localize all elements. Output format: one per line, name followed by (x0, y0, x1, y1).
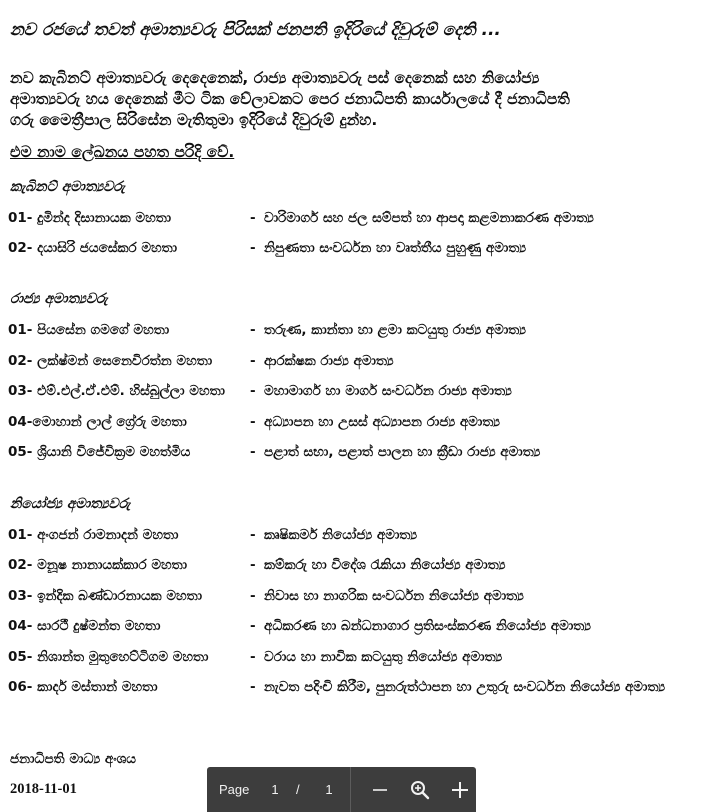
publish-date: 2018-11-01 (10, 781, 77, 797)
minister-name: 02- මනූෂ නානායක්කාර මහතා (8, 557, 188, 573)
minister-portfolio: නැවත පදිංචි කිරීම, පුනරුත්ථාපන හා උතුරු සංවර්ධන නියෝජ්‍ය අමාත්‍ය (264, 679, 666, 695)
separator-dash: - (250, 444, 256, 460)
page-label: Page (219, 782, 250, 797)
minister-name: 05- නිශාන්ත මුතුහෙට්ටිගම මහතා (8, 649, 209, 665)
intro-line: ගරු මෛත්‍රීපාල සිරිසේන මැතිතුමා ඉදිරියේ දිවුරුම් දුන්හ. (10, 111, 378, 129)
source-credit: ජනාධිපති මාධ්‍ය අංශය (10, 751, 137, 767)
minister-portfolio: තරුණ, කාන්තා හා ළමා කටයුතු රාජ්‍ය අමාත්‍ය (264, 322, 526, 338)
list-subheading: එම නාම ලේඛනය පහත පරිදි වේ. (10, 143, 235, 161)
zoom-out-button[interactable] (368, 778, 392, 802)
minister-name: 04-මොහාන් ලාල් ග්‍රේරු මහතා (8, 414, 187, 430)
page-title: නව රජයේ තවත් අමාත්‍යවරු පිරිසක් ජනපති ඉදිරියේ දිවුරුම් දෙති ... (10, 20, 501, 40)
section-title-deputy: නියෝජ්‍ය අමාත්‍යවරු (10, 496, 131, 512)
minister-name: 06- කාදර් මස්තාන් මහතා (8, 679, 158, 695)
minister-name: 05- ශ්‍රියානි විජේවික්‍රම මහත්මිය (8, 444, 191, 460)
fit-zoom-button[interactable] (408, 778, 432, 802)
section-title-state: රාජ්‍ය අමාත්‍යවරු (10, 291, 108, 307)
separator-dash: - (250, 353, 256, 369)
minister-name: 01- පියසේන ගමගේ මහතා (8, 322, 170, 338)
toolbar-divider (350, 767, 351, 812)
minister-portfolio: අධිකරණ හා බන්ධනාගාර ප්‍රතිසංස්කරණ නියෝජ්‍ය අමාත්‍ය (264, 618, 591, 634)
separator-dash: - (250, 649, 256, 665)
minister-portfolio: පළාත් සභා, පළාත් පාලන හා ක්‍රීඩා රාජ්‍ය අමාත්‍ය (264, 444, 541, 460)
minister-portfolio: වරාය හා නාවික කටයුතු නියෝජ්‍ය අමාත්‍ය (264, 649, 503, 665)
minister-name: 02- දයාසිරි ජයසේකර මහතා (8, 240, 178, 256)
intro-paragraph (10, 68, 668, 131)
minister-portfolio: නිවාස හා නාගරික සංවර්ධන නියෝජ්‍ය අමාත්‍ය (264, 588, 524, 604)
separator-dash: - (250, 557, 256, 573)
current-page-number[interactable]: 1 (271, 782, 279, 797)
total-pages: 1 (325, 782, 333, 797)
page-separator: / (296, 782, 300, 797)
zoom-in-button[interactable] (448, 778, 472, 802)
minus-icon (368, 778, 392, 802)
separator-dash: - (250, 210, 256, 226)
minister-portfolio: ආරක්ෂක රාජ්‍ය අමාත්‍ය (264, 353, 394, 369)
minister-portfolio: මහාමාර්ග හා මාර්ග සංවර්ධන රාජ්‍ය අමාත්‍ය (264, 383, 512, 399)
separator-dash: - (250, 240, 256, 256)
minister-portfolio: නිපුණතා සංවර්ධන හා වෘත්තීය පුහුණු අමාත්‍ය (264, 240, 527, 256)
separator-dash: - (250, 588, 256, 604)
separator-dash: - (250, 679, 256, 695)
separator-dash: - (250, 618, 256, 634)
intro-line: නව කැබිනට් අමාත්‍යවරු දෙදෙනෙක්, රාජ්‍ය අමාත්‍යවරු පස් දෙනෙක් සහ නියෝජ්‍ය (10, 69, 540, 87)
minister-name: 01- අංගජන් රාමනාදන් මහතා (8, 527, 179, 543)
minister-name: 01- දුමින්ද දිසානායක මහතා (8, 210, 172, 226)
section-title-cabinet: කැබිනට් අමාත්‍යවරු (10, 179, 125, 195)
minister-name: 02- ලක්ෂ්මන් සෙනෙවිරත්න මහතා (8, 353, 213, 369)
minister-portfolio: වාරිමාර්ග සහ ජල සම්පත් හා ආපදා කළමනාකරණ අමාත්‍ය (264, 210, 594, 226)
separator-dash: - (250, 527, 256, 543)
minister-portfolio: කෘෂිකර්ම නියෝජ්‍ය අමාත්‍ය (264, 527, 418, 543)
minister-name: 03- ඉන්දික බණ්ඩාරනායක මහතා (8, 588, 203, 604)
minister-name: 03- එම්.එල්.ඒ.එම්. හිස්බුල්ලා මහතා (8, 383, 225, 399)
plus-icon (448, 778, 472, 802)
separator-dash: - (250, 383, 256, 399)
zoom-icon (408, 778, 432, 802)
separator-dash: - (250, 414, 256, 430)
intro-line: අමාත්‍යවරු හය දෙනෙක් මීට ටික වේලාවකට පෙර ජනාධිපති කාර්යාලයේ දී ජනාධිපති (10, 90, 570, 108)
separator-dash: - (250, 322, 256, 338)
minister-portfolio: කම්කරු හා විදේශ රැකියා නියෝජ්‍ය අමාත්‍ය (264, 557, 506, 573)
minister-portfolio: අධ්‍යාපන හා උසස් අධ්‍යාපන රාජ්‍ය අමාත්‍ය (264, 414, 501, 430)
pdf-page-toolbar (207, 767, 476, 812)
minister-name: 04- සාරථී දුෂ්මන්ත මහතා (8, 618, 161, 634)
